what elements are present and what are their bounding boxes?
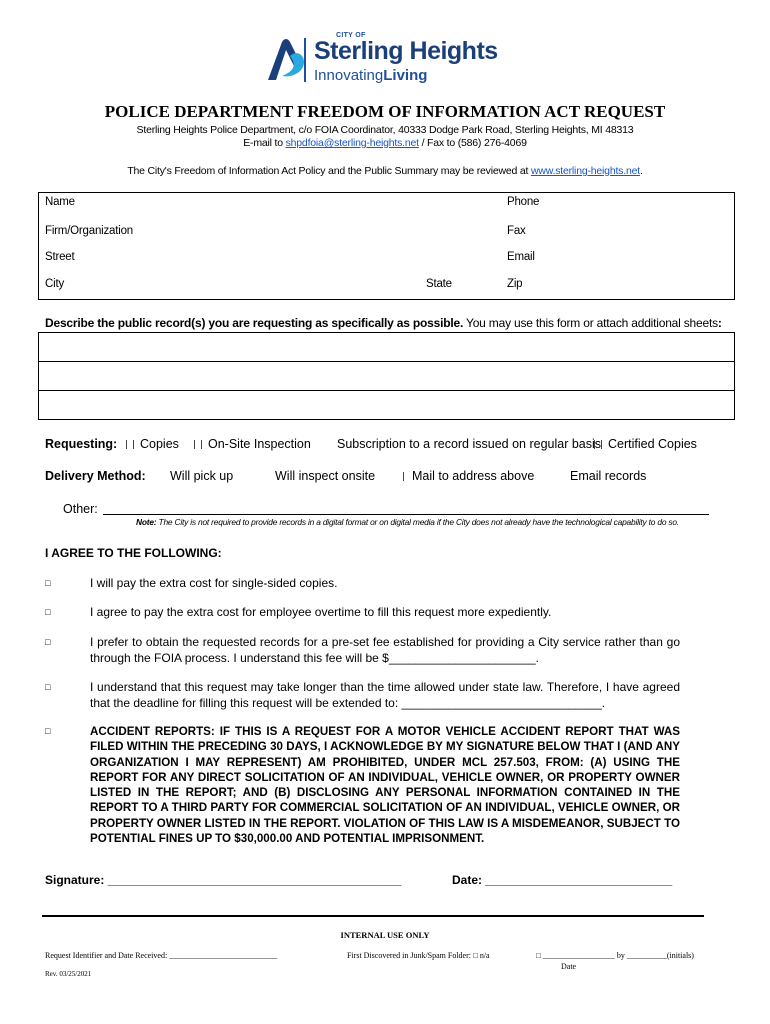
agree-single-sided: I will pay the extra cost for single-sided copies. [90, 576, 338, 590]
checkbox-icon[interactable] [403, 472, 404, 481]
website-link[interactable]: www.sterling-heights.net [530, 165, 640, 177]
signature-field[interactable]: Signature: ____________________________________________ [45, 873, 402, 887]
logo-divider [304, 38, 306, 82]
other-label: Other: [63, 502, 98, 516]
city-field[interactable]: City [45, 278, 65, 290]
accident-reports-acknowledgement: ACCIDENT REPORTS: IF THIS IS A REQUEST FOR A MOTOR VEHICLE ACCIDENT REPORT THAT WAS FILED WITHIN THE PRECEDING 30 DAYS, I ACKNOWLEDGE BY MY SIGNATURE BELOW THAT I (AND ANY ORGANIZATION I MAY REPRESENT) AM PROHIBITED, UNDER MCL 257.503, FROM: (A) USING THE REPORT FOR ANY DIRECT SOLICITATION OF AN INDIVIDUAL, VEHICLE OWNER, OR PROPERTY OWNER LISTED IN THE REPORT; AND (B) DISCLOSING ANY PERSONAL INFORMATION CONTAINED IN THE REPORT TO A THIRD PARTY FOR COMMERCIAL SOLICITATION OF AN INDIVIDUAL, VEHICLE OWNER, OR PROPERTY OWNER LISTED IN THE REPORT. VIOLATION OF THIS LAW IS A MISDEMEANOR, SUBJECT TO POTENTIAL FINES UP TO $30,000.00 AND POTENTIAL IMPRISONMENT. [90, 725, 680, 846]
request-identifier-field[interactable]: Request Identifier and Date Received: ___________________________ [45, 951, 278, 960]
email-field[interactable]: Email [507, 251, 535, 263]
logo-city-of: CITY OF [336, 32, 366, 39]
requesting-label: Requesting: [45, 437, 118, 451]
mail-option[interactable]: Mail to address above [403, 469, 534, 483]
copies-option[interactable]: Copies [126, 437, 179, 451]
email-link[interactable]: shpdfoia@sterling-heights.net [285, 137, 419, 149]
internal-divider [42, 915, 704, 917]
description-line [39, 361, 734, 362]
contact-line: E-mail to shpdfoia@sterling-heights.net / Fax to (586) 276-4069 [243, 137, 527, 149]
agree-checkbox-icon[interactable]: □ [45, 607, 51, 617]
subscription-option[interactable]: Subscription to a record issued on regular basis [337, 437, 602, 451]
onsite-inspection-option[interactable]: On-Site Inspection [194, 437, 311, 451]
address-line: Sterling Heights Police Department, c/o FOIA Coordinator, 40333 Dodge Park Road, Sterling Heights, MI 48313 [136, 124, 634, 136]
logo-city-name: Sterling Heights [314, 37, 498, 65]
page-title: POLICE DEPARTMENT FREEDOM OF INFORMATION ACT REQUEST [104, 102, 666, 121]
checkbox-icon[interactable] [594, 440, 602, 449]
state-field[interactable]: State [426, 278, 452, 290]
logo-tagline: InnovatingLiving [314, 67, 428, 84]
agree-overtime: I agree to pay the extra cost for employee overtime to fill this request more expediently. [90, 605, 552, 619]
date-field[interactable]: Date: ____________________________ [452, 873, 673, 887]
fax-field[interactable]: Fax [507, 225, 526, 237]
agreement-heading: I AGREE TO THE FOLLOWING: [45, 546, 222, 560]
phone-field[interactable]: Phone [507, 196, 540, 208]
certified-copies-option[interactable]: Certified Copies [594, 437, 697, 451]
agree-checkbox-icon[interactable]: □ [45, 637, 51, 647]
other-input-line[interactable] [103, 514, 709, 515]
pick-up-option[interactable]: Will pick up [170, 469, 234, 483]
delivery-method-label: Delivery Method: [45, 469, 146, 483]
agree-checkbox-icon[interactable]: □ [45, 726, 51, 736]
agree-checkbox-icon[interactable]: □ [45, 578, 51, 588]
city-logo-icon [262, 36, 308, 82]
discovered-date-field[interactable]: □ __________________ by __________(initials) [536, 951, 694, 960]
email-records-option[interactable]: Email records [570, 469, 647, 483]
digital-format-note: Note: The City is not required to provide records in a digital format or on digital media if the City does not already have the technological capability to do so. [136, 517, 679, 527]
date-caption: Date [561, 962, 577, 971]
agree-extended-deadline: I understand that this request may take longer than the time allowed under state law. Therefore, I have agreed that the deadline for filling this request will be extended to: ______________________________. [90, 680, 680, 710]
junk-folder-field[interactable]: First Discovered in Junk/Spam Folder: □ n/a [347, 951, 490, 960]
inspect-onsite-option[interactable]: Will inspect onsite [275, 469, 376, 483]
checkbox-icon[interactable] [194, 440, 202, 449]
name-field[interactable]: Name [45, 196, 75, 208]
internal-use-heading: INTERNAL USE ONLY [340, 930, 430, 940]
contact-info-box [38, 192, 735, 300]
policy-line: The City's Freedom of Information Act Policy and the Public Summary may be reviewed at www.sterling-heights.net. [127, 165, 643, 177]
checkbox-icon[interactable] [126, 440, 134, 449]
zip-field[interactable]: Zip [507, 278, 523, 290]
agree-checkbox-icon[interactable]: □ [45, 682, 51, 692]
agree-preset-fee: I prefer to obtain the requested records for a pre-set fee established for providing a City service rather than go through the FOIA process. I understand this fee will be $______________________. [90, 635, 680, 665]
records-description-box[interactable] [38, 332, 735, 420]
description-line [39, 390, 734, 391]
street-field[interactable]: Street [45, 251, 75, 263]
describe-instructions: Describe the public record(s) you are requesting as specifically as possible. You may use this form or attach additional sheets: [45, 316, 722, 330]
firm-field[interactable]: Firm/Organization [45, 225, 133, 237]
revision-date: Rev. 03/25/2021 [45, 970, 92, 978]
